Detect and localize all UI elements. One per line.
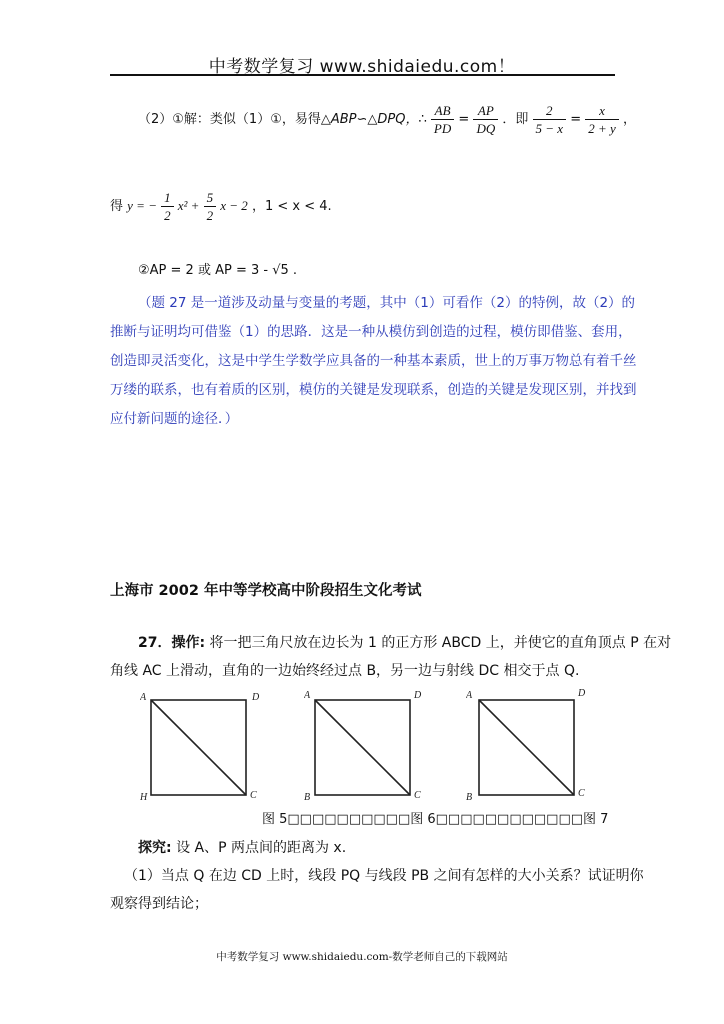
commentary-line: 应付新问题的途径．）: [110, 411, 239, 427]
operation-label: 操作:: [171, 635, 206, 651]
solution-line-1: [138, 100, 636, 140]
fraction-ap-dq: $\frac{AP}{DQ}$: [473, 103, 498, 136]
question-1-line-1: （1）当点 Q 在边 CD 上时，线段 PQ 与线段 PB 之间有怎样的大小关系？试证明你: [124, 868, 644, 884]
vertex-label-d: D: [252, 692, 260, 703]
vertex-label-a: A: [466, 690, 473, 701]
solution-connector: ．即: [502, 112, 529, 127]
equals-sign-2: =: [570, 112, 582, 127]
commentary-line: 万缕的联系，也有着质的区别，模仿的关键是发现联系，创造的关键是发现区别，并找到: [110, 382, 637, 398]
fraction-half: $\frac{1}{2}$: [161, 190, 174, 223]
diagonal-ac: [315, 700, 410, 795]
page-header-title: 中考数学复习 www.shidaiedu.com！: [208, 57, 516, 77]
explore-section: [110, 834, 644, 918]
commentary-line: 推断与证明均可借鉴（1）的思路．这是一种从模仿到创造的过程，模仿即借鉴、套用，: [110, 324, 632, 340]
y-equals: y = −: [127, 198, 157, 213]
solution-line-2: [110, 186, 332, 227]
vertex-label-c: C: [250, 790, 257, 801]
fraction-ab-pd: $\frac{AB}{PD}$: [431, 103, 454, 136]
explore-label: 探究:: [138, 840, 172, 856]
x-minus-two: x − 2: [220, 198, 248, 213]
diagonal-ac: [479, 700, 574, 795]
answer-2: ②AP = 2 或 AP = 3 - √5 .: [138, 263, 298, 278]
vertex-label-b: B: [304, 792, 311, 803]
equals-sign: =: [458, 112, 470, 127]
fraction-five-halves: $\frac{5}{2}$: [204, 190, 217, 223]
fraction-2-5mx: $\frac{2}{5 - x}$: [533, 103, 567, 136]
x-range: ，1 < x < 4.: [251, 199, 332, 214]
question-text-line-2: 角线 AC 上滑动，直角的一边始终经过点 B，另一边与射线 DC 相交于点 Q.: [110, 663, 580, 679]
question-text-line-1: 将一把三角尺放在边长为 1 的正方形 ABCD 上，并使它的直角顶点 P 在对: [209, 635, 672, 651]
page-footer: 中考数学复习 www.shidaiedu.com-数学老师自己的下载网站: [216, 951, 508, 963]
x-squared-term: x² +: [177, 198, 200, 213]
header-divider: [110, 74, 615, 76]
vertex-label-a: A: [304, 690, 311, 701]
question-27: [110, 629, 672, 685]
figure-6: [304, 688, 429, 807]
vertex-label-c: C: [414, 790, 421, 801]
vertex-label-b: H: [140, 792, 148, 803]
commentary-paragraph: [110, 289, 637, 434]
solution-intro: （2）①解：类似（1）①，易得: [138, 112, 321, 127]
figure-7: [466, 688, 591, 807]
de-prefix: 得: [110, 199, 124, 214]
similar-triangles: △ABP∽△DPQ，∴: [320, 112, 427, 127]
vertex-label-a: A: [140, 692, 147, 703]
vertex-label-b: B: [466, 792, 473, 803]
vertex-label-c: C: [578, 788, 585, 799]
diagonal-ac: [151, 700, 246, 795]
section-title: 上海市 2002 年中等学校高中阶段招生文化考试: [110, 583, 422, 599]
commentary-line: 创造即灵活变化，这是中学生学数学应具备的一种基本素质，世上的万事万物总有着千丝: [110, 353, 637, 369]
figure-captions: 图 5□□□□□□□□□□图 6□□□□□□□□□□□□图 7: [262, 812, 609, 827]
question-1-line-2: 观察得到结论；: [110, 896, 208, 912]
question-number: 27．: [138, 635, 172, 651]
commentary-line: （题 27 是一道涉及动量与变量的考题，其中（1）可看作（2）的特例，故（2）的: [138, 295, 636, 311]
vertex-label-d: D: [578, 688, 586, 699]
figure-5: [140, 688, 265, 807]
vertex-label-d: D: [414, 690, 422, 701]
fraction-x-2py: $\frac{x}{2 + y}$: [585, 103, 619, 136]
solution-end-comma: ，: [622, 112, 636, 127]
explore-text: 设 A、P 两点间的距离为 x.: [176, 840, 347, 856]
